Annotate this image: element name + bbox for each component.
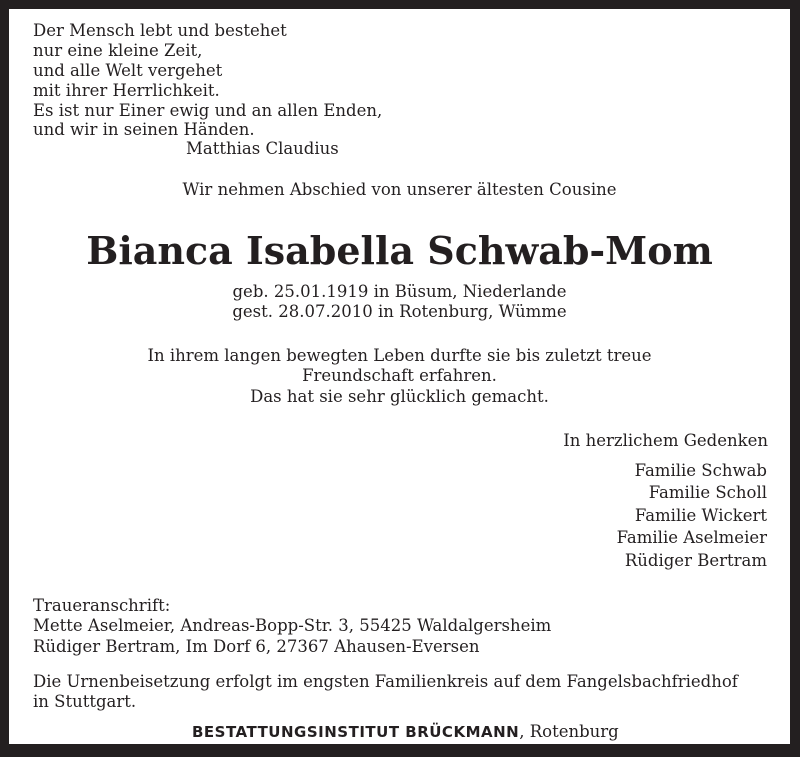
undertaker-logo: BESTATTUNGSINSTITUT BRÜCKMANN bbox=[192, 723, 520, 741]
mourner: Rüdiger Bertram bbox=[624, 551, 767, 570]
burial-line: in Stuttgart. bbox=[33, 692, 137, 711]
burial-line: Die Urnenbeisetzung erfolgt im engsten Familienkreis auf dem Fangelsbachfriedhof bbox=[33, 672, 738, 691]
undertaker bbox=[192, 722, 619, 742]
message-line: In ihrem langen bewegten Leben durfte sie bis zuletzt treue bbox=[147, 346, 652, 365]
poem-author: Matthias Claudius bbox=[186, 139, 339, 158]
mourner: Familie Aselmeier bbox=[616, 528, 767, 547]
deceased-name: Bianca Isabella Schwab-Mom bbox=[86, 228, 713, 273]
poem-line: Es ist nur Einer ewig und an allen Enden, bbox=[33, 101, 383, 120]
poem-line: mit ihrer Herrlichkeit. bbox=[33, 81, 220, 100]
intro-text: Wir nehmen Abschied von unserer ältesten Cousine bbox=[182, 180, 617, 199]
message-line: Freundschaft erfahren. bbox=[302, 366, 497, 385]
address-line: Rüdiger Bertram, Im Dorf 6, 27367 Ahausen-Eversen bbox=[33, 637, 480, 656]
undertaker-city: , Rotenburg bbox=[519, 722, 619, 741]
death-info: gest. 28.07.2010 in Rotenburg, Wümme bbox=[232, 302, 567, 321]
mourner: Familie Wickert bbox=[634, 506, 767, 525]
closing: In herzlichem Gedenken bbox=[563, 431, 768, 450]
poem-line: und wir in seinen Händen. bbox=[33, 120, 255, 139]
birth-info: geb. 25.01.1919 in Büsum, Niederlande bbox=[232, 282, 567, 301]
mourner: Familie Scholl bbox=[648, 483, 767, 502]
address-label: Traueranschrift: bbox=[33, 596, 171, 615]
poem-line: Der Mensch lebt und bestehet bbox=[33, 21, 287, 40]
address-line: Mette Aselmeier, Andreas-Bopp-Str. 3, 55425 Waldalgersheim bbox=[33, 616, 552, 635]
mourner: Familie Schwab bbox=[634, 461, 767, 480]
poem-line: und alle Welt vergehet bbox=[33, 61, 223, 80]
obituary-notice bbox=[9, 9, 790, 744]
message-line: Das hat sie sehr glücklich gemacht. bbox=[250, 387, 549, 406]
poem-line: nur eine kleine Zeit, bbox=[33, 41, 203, 60]
